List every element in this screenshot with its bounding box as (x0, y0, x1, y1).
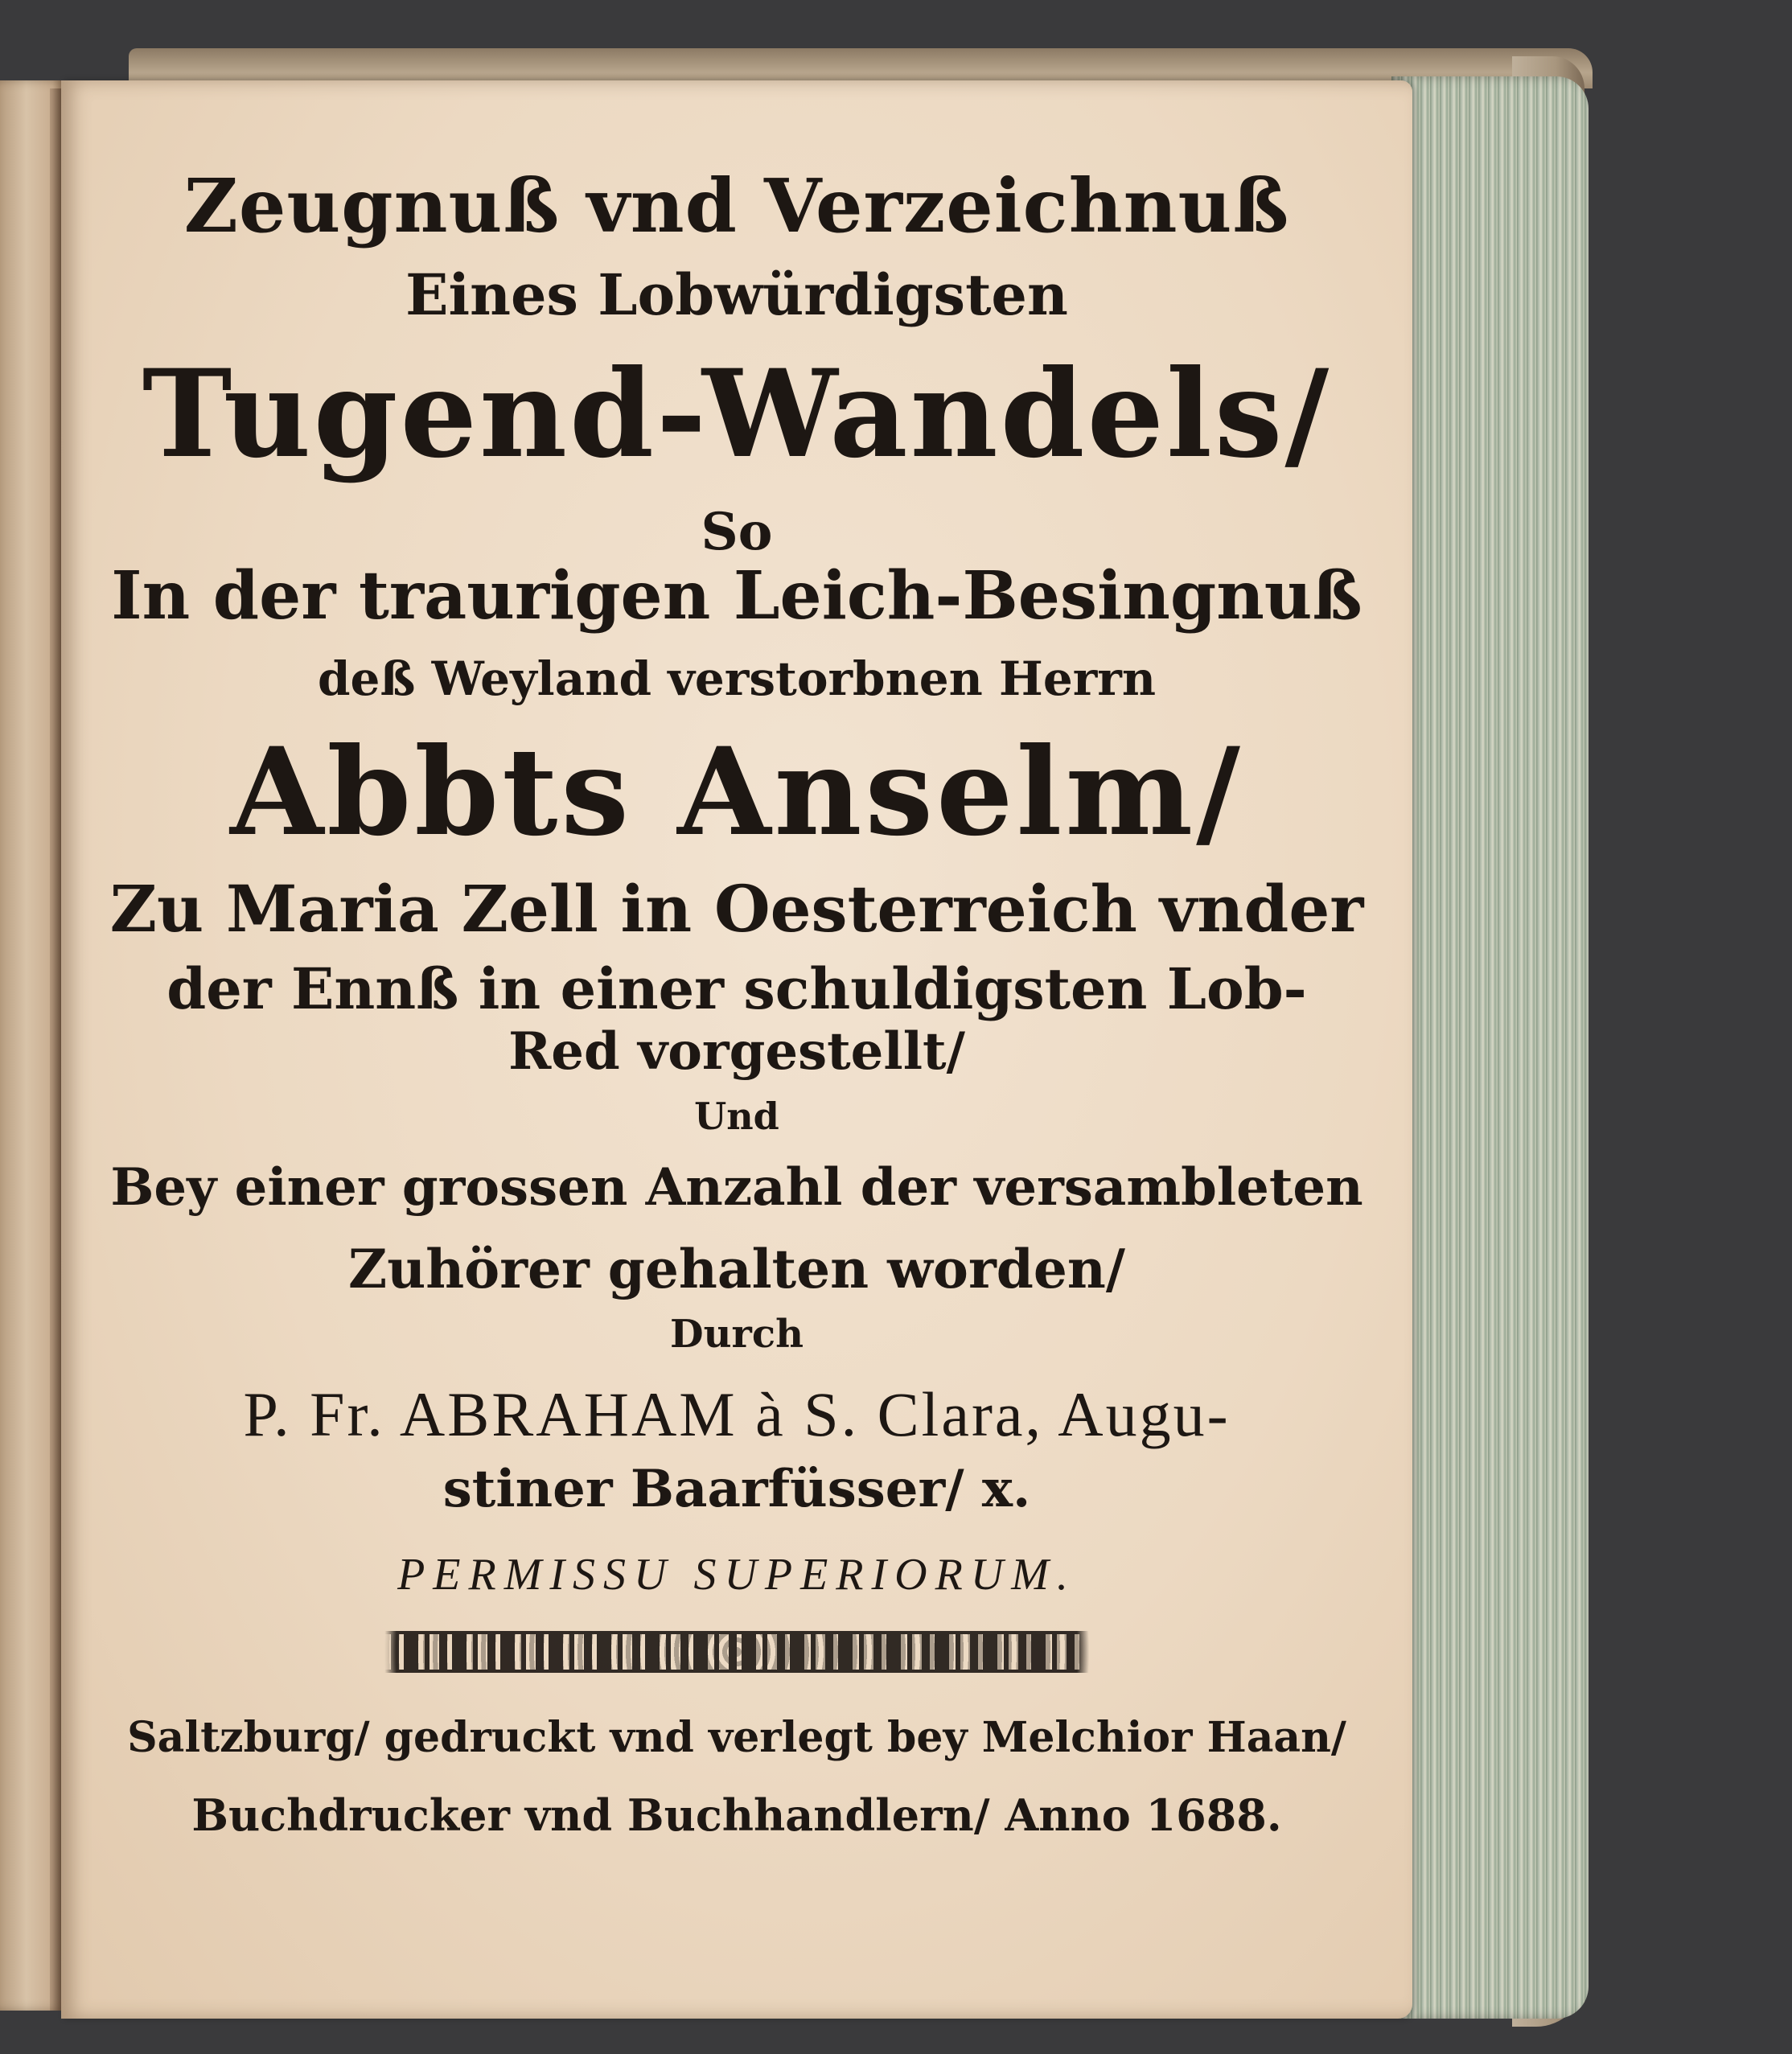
title-line-5: In der traurigen Leich-Besingnuß (111, 557, 1362, 635)
title-line-2: Eines Lobwürdigsten (405, 261, 1068, 328)
ornament-divider (150, 1631, 1324, 1673)
title-line-6: deß Weyland verstorbnen Herrn (317, 651, 1157, 706)
permissu-line: PERMISSU SUPERIORUM. (397, 1550, 1076, 1600)
title-line-10: Red vorgestellt/ (508, 1021, 965, 1082)
title-line-so: So (701, 502, 773, 562)
title-main-heading: Tugend-Wandels/ (142, 343, 1332, 485)
page-block-fore-edge (1391, 76, 1589, 2019)
ornament-pattern (150, 1634, 1324, 1670)
author-line: P. Fr. ABRAHAM à S. Clara, Augu- (243, 1379, 1231, 1449)
title-abbot-name: Abbts Anselm/ (230, 721, 1243, 863)
title-page (61, 80, 1412, 2019)
title-line-9: der Ennß in einer schuldigsten Lob- (166, 955, 1307, 1022)
title-line-8: Zu Maria Zell in Oesterreich vnder (109, 871, 1364, 947)
title-line-und: Und (694, 1095, 779, 1138)
title-line-12: Bey einer grossen Anzahl der versambleten (110, 1157, 1363, 1218)
title-line-1: Zeugnuß vnd Verzeichnuß (183, 162, 1290, 249)
imprint-line-1: Saltzburg/ gedruckt vnd verlegt bey Melchior Haan/ (127, 1713, 1346, 1762)
title-line-durch: Durch (670, 1312, 804, 1357)
title-line-13: Zuhörer gehalten worden/ (348, 1238, 1125, 1300)
imprint-line-2: Buchdrucker vnd Buchhandlern/ Anno 1688. (191, 1789, 1282, 1841)
author-line-2: stiner Baarfüsser/ x. (442, 1459, 1031, 1519)
